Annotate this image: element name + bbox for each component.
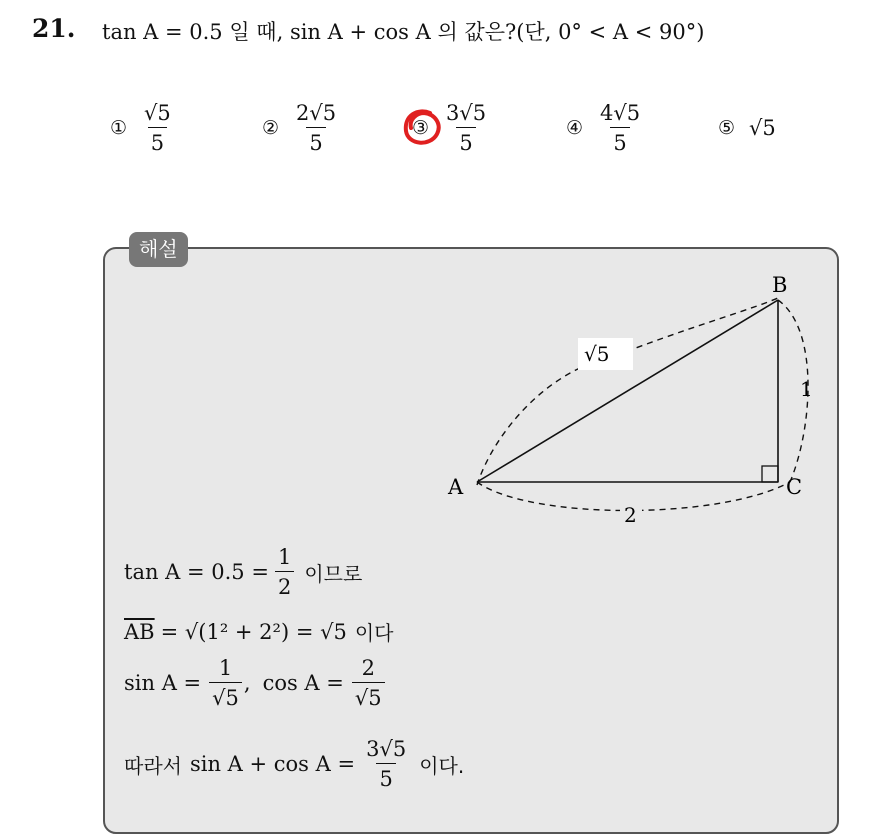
choice-2-mark: ②	[262, 117, 280, 139]
question-text: tan A = 0.5 일 때, sin A + cos A 의 값은?(단, 0° < A < 90°)	[102, 20, 705, 44]
choice-1-fraction: $\frac{√5}{5}$	[144, 100, 171, 155]
choice-2-fraction: $\frac{2√5}{5}$	[296, 100, 337, 155]
answer-choices	[0, 90, 884, 170]
solution-tag: 해설	[129, 232, 188, 267]
hyp-label: √5	[584, 342, 610, 366]
choice-5-value: √5	[749, 116, 776, 140]
side-ab	[477, 300, 778, 482]
triangle-diagram	[440, 270, 840, 530]
answer-fraction: $\frac{3√5}{5}$	[366, 737, 407, 792]
choice-4-fraction: $\frac{4√5}{5}$	[600, 100, 641, 155]
solution-line-4: 따라서 sin A + cos A = $\frac{3√5}{5}$ 이다.	[124, 737, 465, 792]
right-angle-mark	[762, 466, 778, 482]
side-ac-label: 2	[624, 503, 637, 527]
sin-fraction: $\frac{1}{√5}$	[209, 656, 242, 710]
choice-3[interactable]	[412, 90, 489, 166]
line1-fraction: $\frac{1}{2}$	[275, 545, 294, 599]
choice-4-mark: ④	[566, 117, 584, 139]
solution-line-3: sin A = $\frac{1}{√5}$ , cos A = $\frac{2}{√5}$	[124, 656, 385, 710]
choice-2[interactable]	[262, 90, 339, 166]
choice-3-fraction: $\frac{3√5}{5}$	[446, 100, 487, 155]
cos-fraction: $\frac{2}{√5}$	[352, 656, 385, 710]
vertex-a-label: A	[448, 475, 464, 499]
choice-4[interactable]	[566, 90, 643, 166]
choice-5[interactable]	[718, 90, 776, 166]
choice-5-mark: ⑤	[718, 117, 736, 139]
question-number: 21.	[32, 14, 76, 43]
choice-1[interactable]	[110, 90, 174, 166]
choice-1-mark: ①	[110, 117, 128, 139]
selected-circle-icon	[400, 107, 444, 151]
choice-3-mark: ③	[412, 117, 429, 139]
segment-ab: $\overline{AB}$	[124, 619, 155, 644]
vertex-c-label: C	[786, 475, 803, 499]
solution-line-2: $\overline{AB}$ = √(1² + 2²) = √5 이다	[124, 619, 394, 645]
solution-line-1: tan A = 0.5 = $\frac{1}{2}$ 이므로	[124, 545, 363, 600]
side-bc-label: 1	[800, 377, 813, 401]
vertex-b-label: B	[772, 273, 788, 297]
